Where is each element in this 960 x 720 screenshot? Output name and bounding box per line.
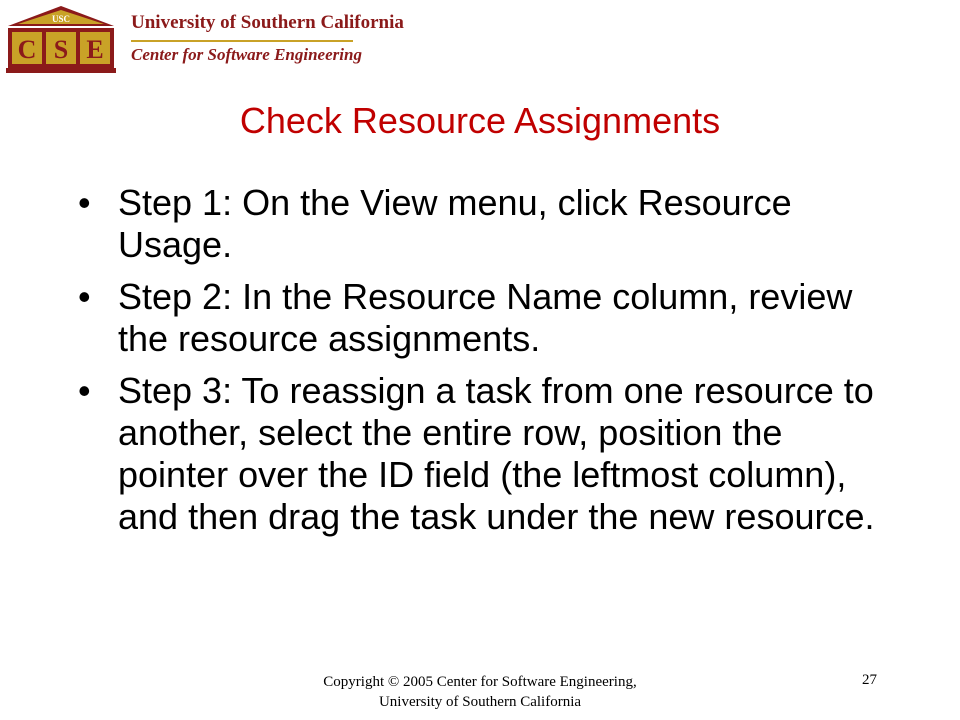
bullet-item (72, 182, 892, 266)
logo-letter-e: E (86, 35, 104, 64)
bullet-item (72, 370, 892, 538)
bullet-list (72, 182, 892, 548)
logo-letter-s: S (53, 35, 69, 64)
bullet-text: Step 1: On the View menu, click Resource Usage. (118, 182, 792, 265)
org-title: University of Southern California (131, 12, 404, 33)
bullet-icon: • (78, 182, 91, 223)
org-subtitle: Center for Software Engineering (131, 45, 362, 64)
footer-copyright (240, 672, 720, 712)
page-number: 27 (862, 672, 877, 688)
bullet-text: Step 2: In the Resource Name column, review the resource assignments. (118, 276, 853, 359)
header-divider (131, 40, 353, 42)
copyright-line-1: Copyright © 2005 Center for Software Engineering, (323, 674, 637, 690)
logo-usc-text: USC (51, 14, 71, 24)
slide-title: Check Resource Assignments (239, 100, 721, 141)
bullet-icon: • (78, 276, 91, 317)
bullet-text: Step 3: To reassign a task from one resource to another, select the entire row, position the pointer over the ID field (the leftmost column), and then drag the task under the new resource. (118, 370, 875, 537)
logo-letter-c: C (17, 35, 37, 64)
cse-logo-icon (6, 4, 116, 74)
bullet-item (72, 276, 892, 360)
bullet-icon: • (78, 370, 91, 411)
copyright-line-2: University of Southern California (378, 694, 582, 710)
